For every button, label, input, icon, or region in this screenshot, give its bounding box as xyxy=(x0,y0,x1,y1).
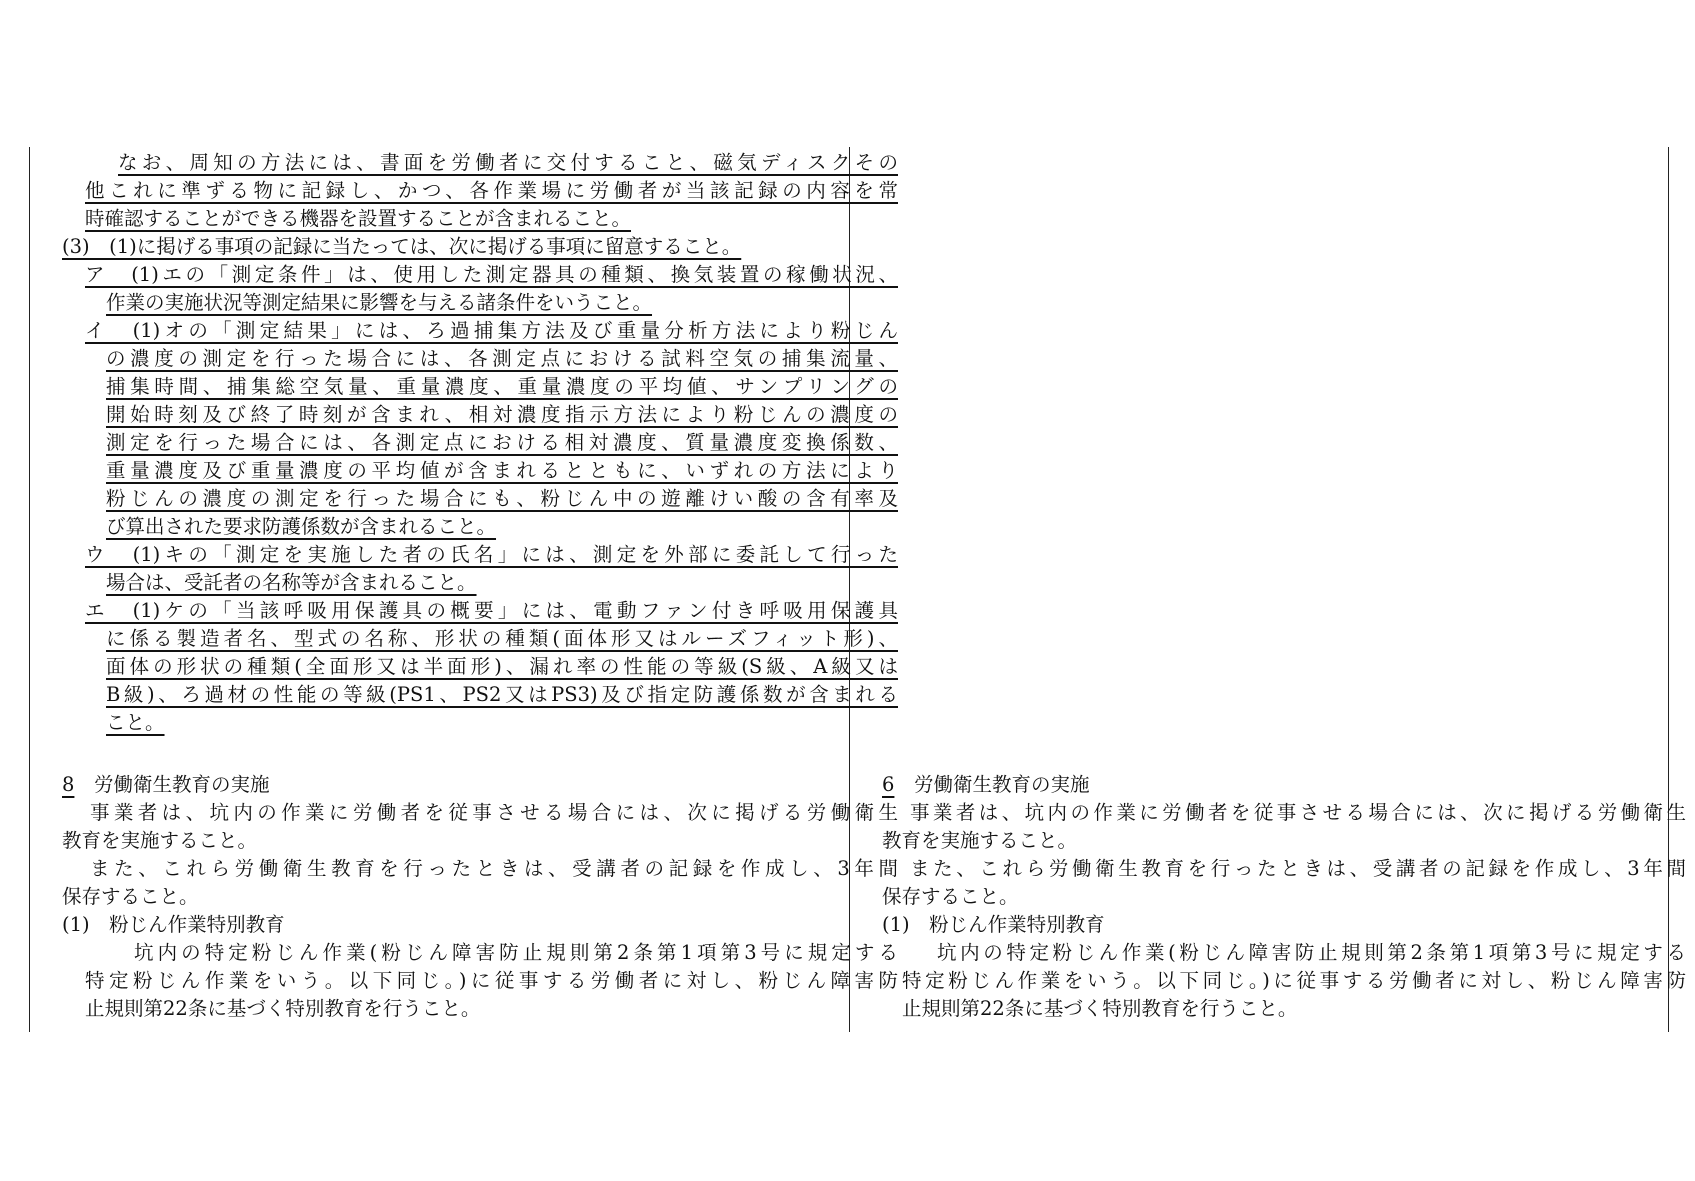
item-line: 坑内の特定粉じん作業(粉じん障害防止規則第2条第1項第3号に規定する xyxy=(134,941,898,964)
section-number: 6 xyxy=(882,773,895,796)
item-heading: (1) 粉じん作業特別教育 xyxy=(62,913,285,936)
paragraph-line: 保存すること。 xyxy=(62,885,199,908)
amended-line: ウ (1)キの「測定を実施した者の氏名」には、測定を外部に委託して行った xyxy=(85,543,898,566)
item-line: 止規則第22条に基づく特別教育を行うこと。 xyxy=(85,997,481,1020)
amended-line: 時確認することができる機器を設置することが含まれること。 xyxy=(85,207,632,230)
paragraph-line: 事業者は、坑内の作業に労働者を従事させる場合には、次に掲げる労働衛生 xyxy=(90,801,898,824)
amended-line: 粉じんの濃度の測定を行った場合にも、粉じん中の遊離けい酸の含有率及 xyxy=(106,487,898,510)
section-title: 労働衛生教育の実施 xyxy=(93,773,270,796)
amended-line: なお、周知の方法には、書面を労働者に交付すること、磁気ディスクその xyxy=(118,151,898,174)
amended-line: 測定を行った場合には、各測定点における相対濃度、質量濃度変換係数、 xyxy=(106,431,898,454)
paragraph-line: 保存すること。 xyxy=(882,885,1019,908)
item-line: 特定粉じん作業をいう。以下同じ。)に従事する労働者に対し、粉じん障害防 xyxy=(902,969,1686,992)
paragraph-line: 教育を実施すること。 xyxy=(62,829,258,852)
paragraph-line: また、これら労働衛生教育を行ったときは、受講者の記録を作成し、3年間 xyxy=(910,857,1686,880)
amended-line: こと。 xyxy=(106,711,165,734)
amended-line: 重量濃度及び重量濃度の平均値が含まれるとともに、いずれの方法により xyxy=(106,459,898,482)
amended-line: び算出された要求防護係数が含まれること。 xyxy=(106,515,497,538)
section-number: 8 xyxy=(62,773,75,796)
section-heading xyxy=(62,771,269,799)
amended-line: B級)、ろ過材の性能の等級(PS1、PS2又はPS3)及び指定防護係数が含まれる xyxy=(106,683,898,706)
amended-line: イ (1)オの「測定結果」には、ろ過捕集方法及び重量分析方法により粉じん xyxy=(85,319,898,342)
section-heading xyxy=(882,771,1089,799)
amended-line: 作業の実施状況等測定結果に影響を与える諸条件をいうこと。 xyxy=(106,291,653,314)
amended-line: の濃度の測定を行った場合には、各測定点における試料空気の捕集流量、 xyxy=(106,347,898,370)
table-right-border xyxy=(1668,147,1669,1032)
item-line: 坑内の特定粉じん作業(粉じん障害防止規則第2条第1項第3号に規定する xyxy=(937,941,1686,964)
amended-line: (3) (1)に掲げる事項の記録に当たっては、次に掲げる事項に留意すること。 xyxy=(62,235,742,258)
paragraph-line: 事業者は、坑内の作業に労働者を従事させる場合には、次に掲げる労働衛生 xyxy=(910,801,1686,824)
amended-line: エ (1)ケの「当該呼吸用保護具の概要」には、電動ファン付き呼吸用保護具 xyxy=(85,599,898,622)
amended-line: 面体の形状の種類(全面形又は半面形)、漏れ率の性能の等級(S級、A級又は xyxy=(106,655,898,678)
item-line: 止規則第22条に基づく特別教育を行うこと。 xyxy=(902,997,1298,1020)
item-heading: (1) 粉じん作業特別教育 xyxy=(882,913,1105,936)
amended-line: 捕集時間、捕集総空気量、重量濃度、重量濃度の平均値、サンプリングの xyxy=(106,375,898,398)
table-left-border xyxy=(29,147,30,1032)
amended-line: 場合は、受託者の名称等が含まれること。 xyxy=(106,571,477,594)
amended-line: ア (1)エの「測定条件」は、使用した測定器具の種類、換気装置の稼働状況、 xyxy=(85,263,898,286)
paragraph-line: 教育を実施すること。 xyxy=(882,829,1078,852)
amended-line: に係る製造者名、型式の名称、形状の種類(面体形又はルーズフィット形)、 xyxy=(106,627,898,650)
item-line: 特定粉じん作業をいう。以下同じ。)に従事する労働者に対し、粉じん障害防 xyxy=(85,969,898,992)
amended-line: 他これに準ずる物に記録し、かつ、各作業場に労働者が当該記録の内容を常 xyxy=(85,179,898,202)
paragraph-line: また、これら労働衛生教育を行ったときは、受講者の記録を作成し、3年間 xyxy=(90,857,898,880)
section-title: 労働衛生教育の実施 xyxy=(913,773,1090,796)
amended-line: 開始時刻及び終了時刻が含まれ、相対濃度指示方法により粉じんの濃度の xyxy=(106,403,898,426)
